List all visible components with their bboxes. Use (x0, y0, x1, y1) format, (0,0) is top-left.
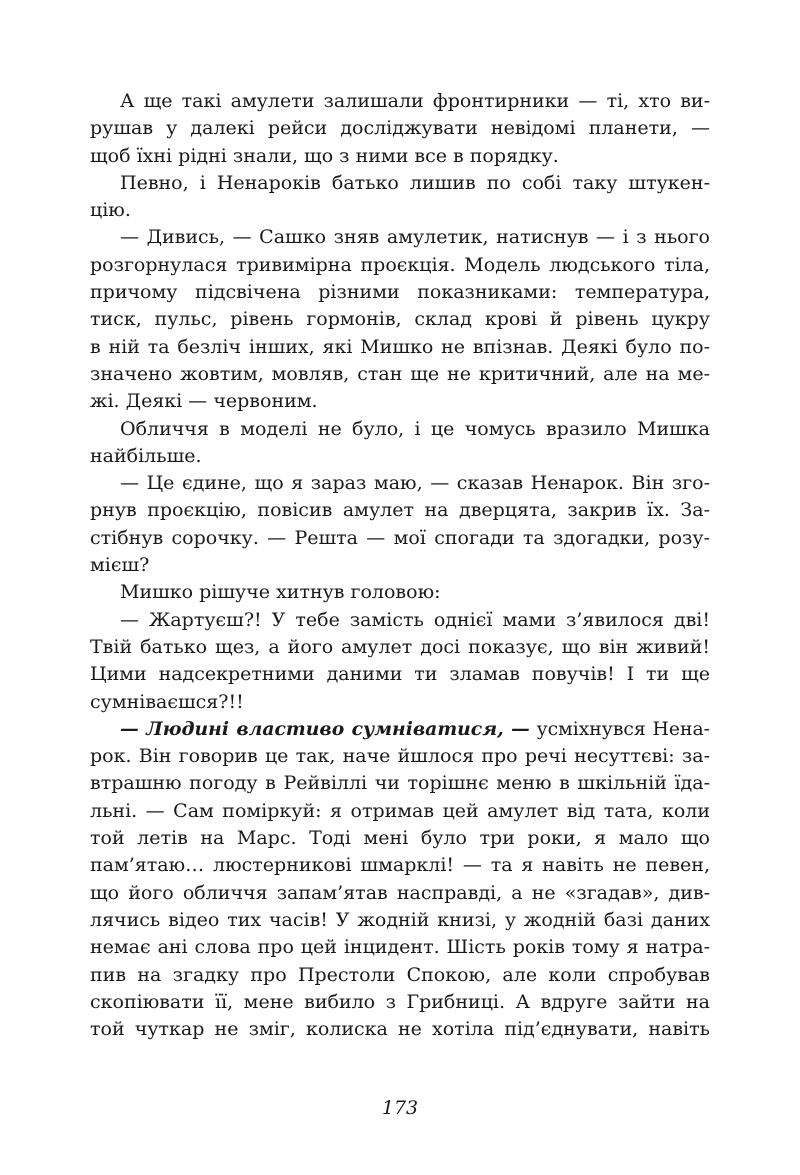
text-line (90, 443, 710, 470)
line-text: щоб їхні рідні знали, що з ними все в порядку. (90, 144, 559, 167)
line-text: усміхнувся Нена- (536, 718, 710, 740)
text-line (90, 306, 710, 333)
text-line (90, 989, 710, 1016)
text-line (90, 579, 710, 606)
page-number: 173 (381, 1097, 419, 1119)
text-line (90, 197, 710, 224)
line-text: Певно, і Ненароків батько лишив по собі таку штукен- (120, 171, 710, 194)
text-line (90, 825, 710, 852)
line-text: в ній та безліч інших, які Мишко не впізнав. Деякі було по- (90, 335, 710, 358)
text-line (90, 689, 710, 716)
book-page-text (90, 88, 710, 1043)
text-line (90, 607, 710, 634)
line-text: цію. (90, 199, 131, 222)
line-text: рок. Він говорив це так, наче йшлося про речі несуттєві: за- (90, 745, 710, 768)
text-line (90, 470, 710, 497)
line-text: Обличчя в моделі не було, і це чомусь вразило Мишка (120, 417, 710, 440)
line-text: найбільше. (90, 444, 202, 467)
line-text: рнув проєкцію, повісив амулет на дверцята, закрив їх. За- (90, 499, 710, 522)
line-text: пив на згадку про Престоли Спокою, але коли спробував (90, 963, 710, 986)
text-line (90, 743, 710, 770)
text-line (90, 115, 710, 142)
line-text: сумніваєшся?!! (90, 690, 244, 713)
text-line (90, 770, 710, 797)
text-line (90, 661, 710, 688)
text-line (90, 525, 710, 552)
text-line (90, 388, 710, 415)
line-text: немає ані слова про цей інцидент. Шість років тому я натра- (90, 936, 710, 959)
text-line (90, 798, 710, 825)
line-text: — Це єдине, що я зараз маю, — сказав Ненарок. Він зго- (120, 472, 710, 495)
line-text: що його обличчя запам’ятав насправді, а не «згадав», див- (90, 881, 710, 904)
text-line (90, 416, 710, 443)
text-line (90, 634, 710, 661)
line-text: стібнув сорочку. — Решта — мої спогади та здогадки, розу- (90, 526, 710, 549)
line-text: розгорнулася тривимірна проєкція. Модель людського тіла, (90, 253, 710, 276)
line-text: — Жартуєш?! У тебе замість однієї мами з’явилося дві! (120, 608, 710, 631)
line-text: жі. Деякі — червоним. (90, 390, 318, 413)
text-line (90, 252, 710, 279)
text-line (90, 361, 710, 388)
line-text: причому підсвічена різними показниками: температура, (90, 281, 710, 304)
text-line (90, 143, 710, 170)
text-line (90, 716, 710, 743)
line-text: втрашню погоду в Рейвіллі чи торішнє меню в шкільній їда- (90, 772, 710, 795)
line-text: мієш? (90, 554, 150, 577)
text-line (90, 1016, 710, 1043)
line-text: той чуткар не зміг, колиска не хотіла під’єднувати, навіть (90, 1018, 710, 1041)
text-line (90, 334, 710, 361)
line-text: Цими надсекретними даними ти зламав повучів! І ти ще (90, 663, 710, 686)
text-line (90, 907, 710, 934)
line-text: тиск, пульс, рівень гормонів, склад крові й рівень цукру (90, 308, 710, 331)
line-text: скопіювати її, мене вибило з Грибниці. А вдруге зайти на (90, 990, 710, 1013)
text-line (90, 852, 710, 879)
text-line (90, 88, 710, 115)
text-line (90, 962, 710, 989)
text-line (90, 224, 710, 251)
text-line (90, 934, 710, 961)
line-text: Мишко рішуче хитнув головою: (120, 581, 441, 604)
emphasized-text: — Людині властиво сумніватися, — (120, 717, 530, 740)
text-line (90, 170, 710, 197)
line-text: пам’ятаю… люстерникові шмарклі! — та я навіть не певен, (90, 854, 710, 877)
line-text: льні. — Сам поміркуй: я отримав цей амулет від тата, коли (90, 799, 710, 822)
line-text: той летів на Марс. Тоді мені було три роки, я мало що (90, 827, 710, 850)
line-text: — Дивись, — Сашко зняв амулетик, натиснув — і з нього (120, 226, 710, 249)
line-text: Твій батько щез, а його амулет досі показує, що він живий! (90, 635, 710, 658)
line-text: значено жовтим, мовляв, стан ще не критичний, але на ме- (90, 362, 710, 385)
text-line (90, 880, 710, 907)
line-text: А ще такі амулети залишали фронтирники — ті, хто ви- (120, 90, 710, 112)
text-line (90, 552, 710, 579)
text-line (90, 279, 710, 306)
text-line (90, 497, 710, 524)
line-text: лячись відео тих часів! У жодній книзі, у жодній базі даних (90, 908, 710, 931)
line-text: рушав у далекі рейси досліджувати невідомі планети, — (90, 117, 710, 140)
